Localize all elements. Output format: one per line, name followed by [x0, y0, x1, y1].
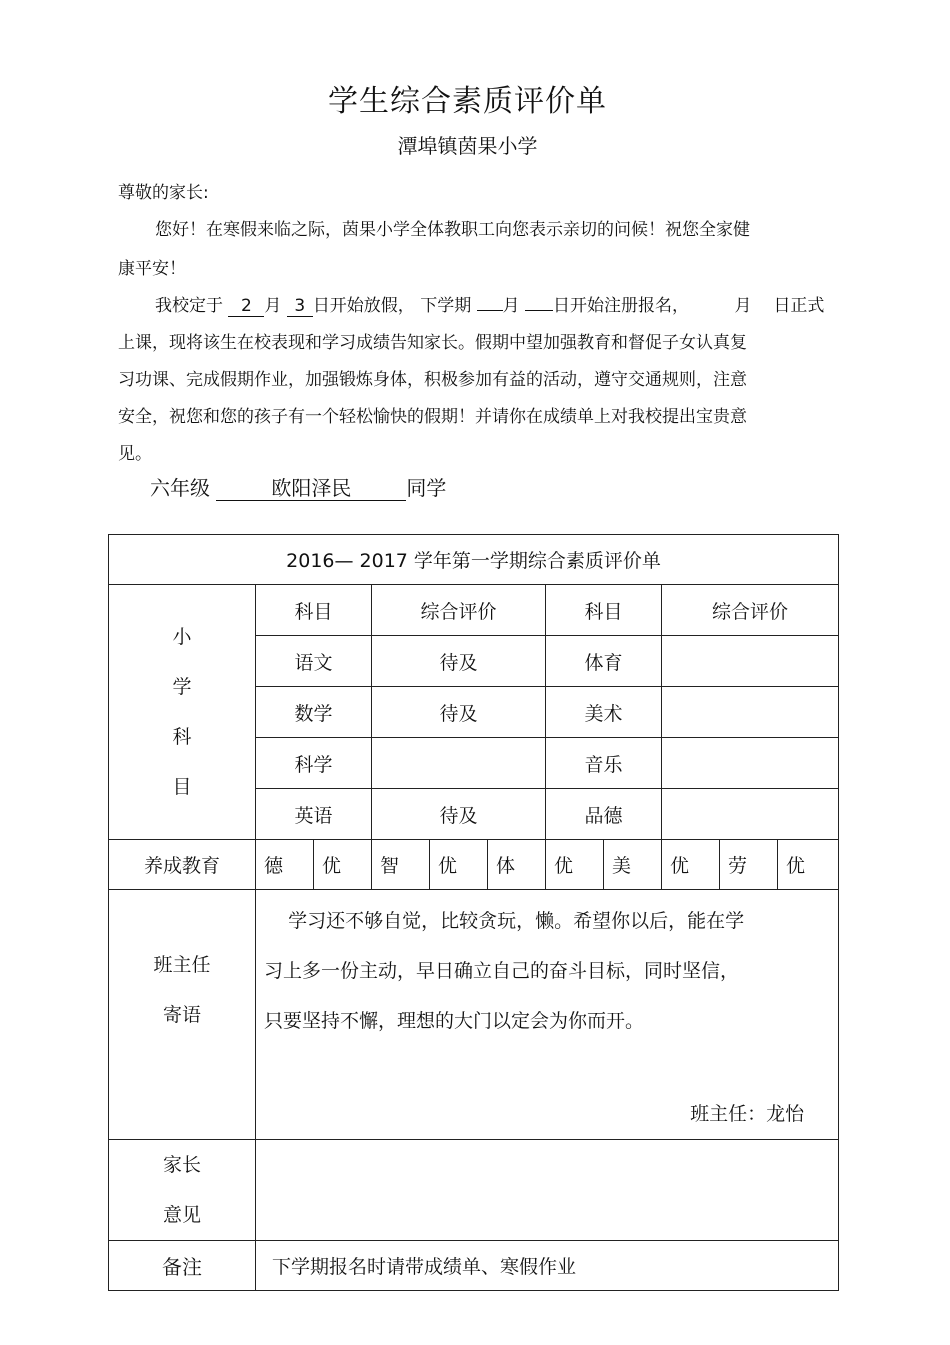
habit-grade: 优 — [778, 840, 839, 890]
grade-cell — [662, 636, 839, 687]
habit-grade: 优 — [314, 840, 372, 890]
subject-cell: 品德 — [546, 789, 662, 840]
habit-item: 体 — [488, 840, 546, 890]
remarks-label: 备注 — [109, 1241, 256, 1291]
vacation-day: 3 — [287, 296, 313, 317]
habit-grade: 优 — [662, 840, 720, 890]
subject-cell: 科学 — [256, 738, 372, 789]
notice-line-1 — [155, 291, 824, 317]
notice-line-5: 见。 — [118, 444, 152, 464]
notice-line-3: 习功课、完成假期作业，加强锻炼身体，积极参加有益的活动，遵守交通规则，注意 — [118, 370, 747, 390]
grade-cell: 待及 — [372, 636, 546, 687]
grade-cell — [372, 738, 546, 789]
grade-cell: 待及 — [372, 789, 546, 840]
student-suffix: 同学 — [406, 476, 447, 500]
registration-month-blank — [477, 310, 503, 311]
vacation-month: 2 — [228, 296, 264, 317]
habit-grade: 优 — [430, 840, 488, 890]
page-title: 学生综合素质评价单 — [328, 84, 607, 119]
header-subject-1: 科目 — [256, 585, 372, 636]
notice-mid-2: 日开始注册报名， — [553, 296, 690, 316]
parent-opinion-label: 家长 意见 — [109, 1140, 256, 1241]
notice-mid-1: 日开始放假， 下学期 — [312, 296, 472, 316]
school-name: 潭埠镇茵果小学 — [397, 134, 538, 158]
greeting-line-1: 您好！在寒假来临之际，茵果小学全体教职工向您表示亲切的问候！祝您全家健 — [155, 220, 750, 240]
salutation: 尊敬的家长: — [118, 183, 209, 203]
subject-cell: 数学 — [256, 687, 372, 738]
month-label: 月 — [502, 296, 520, 316]
grade-cell — [662, 687, 839, 738]
parent-opinion-field[interactable] — [256, 1140, 839, 1241]
greeting-line-2: 康平安！ — [118, 259, 186, 279]
subject-cell: 体育 — [546, 636, 662, 687]
grade-cell: 待及 — [372, 687, 546, 738]
header-subject-2: 科目 — [546, 585, 662, 636]
teacher-comment-line: 习上多一份主动，早日确立自己的奋斗目标，同时坚信， — [264, 960, 740, 982]
header-evaluation-1: 综合评价 — [372, 585, 546, 636]
subjects-section-label: 小 学 科 目 — [109, 585, 256, 840]
notice-mid-3: 日正式 — [773, 296, 825, 316]
form-title: 2016— 2017 学年第一学期综合素质评价单 — [109, 535, 839, 585]
notice-prefix: 我校定于 — [155, 296, 223, 316]
habit-item: 德 — [256, 840, 314, 890]
remarks-text: 下学期报名时请带成绩单、寒假作业 — [256, 1241, 839, 1291]
teacher-comment-line: 只要坚持不懈，理想的大门以定会为你而开。 — [264, 1010, 645, 1032]
subject-cell: 美术 — [546, 687, 662, 738]
subject-cell: 英语 — [256, 789, 372, 840]
student-line — [150, 472, 446, 501]
subject-cell: 音乐 — [546, 738, 662, 789]
habit-item: 智 — [372, 840, 430, 890]
evaluation-table — [108, 534, 839, 1291]
teacher-signature: 班主任：龙怡 — [690, 1103, 805, 1125]
teacher-comment-label: 班主任 寄语 — [109, 890, 256, 1140]
registration-day-blank — [525, 310, 553, 311]
grade-label: 六年级 — [150, 476, 210, 500]
student-name: 欧阳泽民 — [216, 476, 406, 501]
habit-item: 劳 — [720, 840, 778, 890]
habit-grade: 优 — [546, 840, 604, 890]
habit-item: 美 — [604, 840, 662, 890]
teacher-comment-cell — [256, 890, 839, 1140]
notice-line-4: 安全，祝您和您的孩子有一个轻松愉快的假期！并请你在成绩单上对我校提出宝贵意 — [118, 407, 747, 427]
habits-label: 养成教育 — [109, 840, 256, 890]
month-label: 月 — [734, 296, 752, 316]
notice-line-2: 上课，现将该生在校表现和学习成绩告知家长。假期中望加强教育和督促子女认真复 — [118, 333, 747, 353]
subject-cell: 语文 — [256, 636, 372, 687]
header-evaluation-2: 综合评价 — [662, 585, 839, 636]
grade-cell — [662, 789, 839, 840]
grade-cell — [662, 738, 839, 789]
teacher-comment-line: 学习还不够自觉，比较贪玩，懒。希望你以后，能在学 — [264, 910, 745, 932]
month-label: 月 — [264, 296, 282, 316]
